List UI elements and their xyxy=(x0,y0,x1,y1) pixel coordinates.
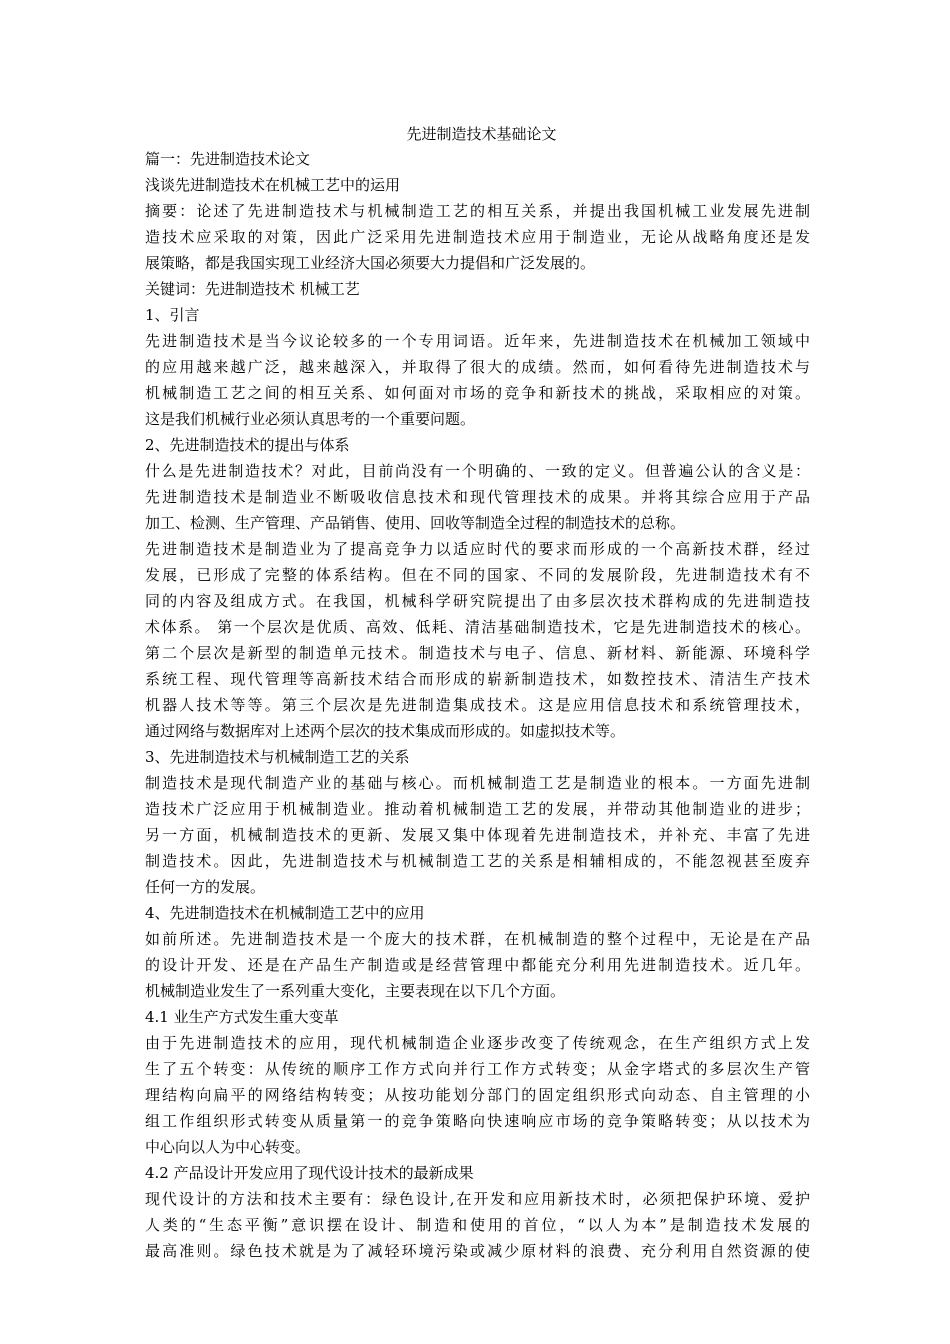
section-heading: 浅谈先进制造技术在机械工艺中的运用 xyxy=(145,176,401,194)
paragraph-line: 机械制造业发生了一系列重大变化，主要表现在以下几个方面。 xyxy=(145,982,566,1000)
paragraph-line: 展策略，都是我国实现工业经济大国必须要大力提倡和广泛发展的。 xyxy=(145,254,596,272)
paragraph-line: 生了五个转变：从传统的顺序工作方式向并行工作方式转变；从金字塔式的多层次生产管 xyxy=(145,1060,810,1078)
section-heading: 关键词：先进制造技术 机械工艺 xyxy=(145,280,360,298)
paragraph-line: 的应用越来越广泛，越来越深入，并取得了很大的成绩。然而，如何看待先进制造技术与 xyxy=(145,358,810,376)
paragraph-line: 组工作组织形式转变从质量第一的竞争策略向快速响应市场的竞争策略转变；从以技术为 xyxy=(145,1112,810,1130)
paragraph-line: 什么是先进制造技术？对此，目前尚没有一个明确的、一致的定义。但普遍公认的含义是： xyxy=(145,462,810,480)
document-page xyxy=(145,122,810,1264)
paragraph-line: 造技术应采取的对策，因此广泛采用先进制造技术应用于制造业，无论从战略角度还是发 xyxy=(145,228,810,246)
section-heading: 4.1 业生产方式发生重大变革 xyxy=(145,1008,339,1026)
paragraph-line: 任何一方的发展。 xyxy=(145,878,266,896)
section-heading: 2、先进制造技术的提出与体系 xyxy=(145,436,350,454)
paragraph-line: 人类的“生态平衡”意识摆在设计、制造和使用的首位，“以人为本”是制造技术发展的 xyxy=(145,1216,810,1234)
paragraph-line: 制造技术是现代制造产业的基础与核心。而机械制造工艺是制造业的根本。一方面先进制 xyxy=(145,774,810,792)
paragraph-line: 先进制造技术是当今议论较多的一个专用词语。近年来，先进制造技术在机械加工领域中 xyxy=(145,332,810,350)
paragraph-line: 先进制造技术是制造业不断吸收信息技术和现代管理技术的成果。并将其综合应用于产品 xyxy=(145,488,810,506)
paragraph-line: 中心向以人为中心转变。 xyxy=(145,1138,311,1156)
section-heading: 1、引言 xyxy=(145,306,200,324)
document-body xyxy=(145,146,810,1264)
section-heading: 篇一：先进制造技术论文 xyxy=(145,150,311,168)
paragraph-line: 现代设计的方法和技术主要有：绿色设计,在开发和应用新技术时，必须把保护环境、爱护 xyxy=(145,1190,810,1208)
paragraph-line: 这是我们机械行业必须认真思考的一个重要问题。 xyxy=(145,410,476,428)
paragraph-line: 摘要：论述了先进制造技术与机械制造工艺的相互关系，并提出我国机械工业发展先进制 xyxy=(145,202,810,220)
document-title: 先进制造技术基础论文 xyxy=(406,125,557,143)
paragraph-line: 系统工程、现代管理等高新技术结合而形成的崭新制造技术，如数控技术、清洁生产技术 xyxy=(145,670,810,688)
paragraph-line: 第二个层次是新型的制造单元技术。制造技术与电子、信息、新材料、新能源、环境科学 xyxy=(145,644,810,662)
paragraph-line: 理结构向扁平的网络结构转变；从按功能划分部门的固定组织形式向动态、自主管理的小 xyxy=(145,1086,810,1104)
paragraph-line: 如前所述。先进制造技术是一个庞大的技术群，在机械制造的整个过程中，无论是在产品 xyxy=(145,930,810,948)
paragraph-line: 先进制造技术是制造业为了提高竞争力以适应时代的要求而形成的一个高新技术群，经过 xyxy=(145,540,810,558)
paragraph-line: 造技术广泛应用于机械制造业。推动着机械制造工艺的发展，并带动其他制造业的进步； xyxy=(145,800,810,818)
paragraph-line: 另一方面，机械制造技术的更新、发展又集中体现着先进制造技术，并补充、丰富了先进 xyxy=(145,826,810,844)
paragraph-line: 通过网络与数据库对上述两个层次的技术集成而形成的。如虚拟技术等。 xyxy=(145,722,626,740)
paragraph-line: 同的内容及组成方式。在我国，机械科学研究院提出了由多层次技术群构成的先进制造技 xyxy=(145,592,810,610)
section-heading: 4、先进制造技术在机械制造工艺中的应用 xyxy=(145,904,425,922)
paragraph-line: 的设计开发、还是在产品生产制造或是经营管理中都能充分利用先进制造技术。近几年。 xyxy=(145,956,810,974)
paragraph-line: 最高准则。绿色技术就是为了减轻环境污染或减少原材料的浪费、充分利用自然资源的使 xyxy=(145,1242,810,1260)
paragraph-line: 制造技术。因此，先进制造技术与机械制造工艺的关系是相辅相成的，不能忽视甚至废弃 xyxy=(145,852,810,870)
paragraph-line: 由于先进制造技术的应用，现代机械制造企业逐步改变了传统观念，在生产组织方式上发 xyxy=(145,1034,810,1052)
section-heading: 3、先进制造技术与机械制造工艺的关系 xyxy=(145,748,410,766)
section-heading: 4.2 产品设计开发应用了现代设计技术的最新成果 xyxy=(145,1164,474,1182)
paragraph-line: 发展，已形成了完整的体系结构。但在不同的国家、不同的发展阶段，先进制造技术有不 xyxy=(145,566,810,584)
paragraph-line: 机械制造工艺之间的相互关系、如何面对市场的竞争和新技术的挑战，采取相应的对策。 xyxy=(145,384,810,402)
paragraph-line: 机器人技术等等。第三个层次是先进制造集成技术。这是应用信息技术和系统管理技术， xyxy=(145,696,810,714)
paragraph-line: 术体系。 第一个层次是优质、高效、低耗、清洁基础制造技术，它是先进制造技术的核心。 xyxy=(145,618,810,636)
paragraph-line: 加工、检测、生产管理、产品销售、使用、回收等制造全过程的制造技术的总称。 xyxy=(145,514,686,532)
